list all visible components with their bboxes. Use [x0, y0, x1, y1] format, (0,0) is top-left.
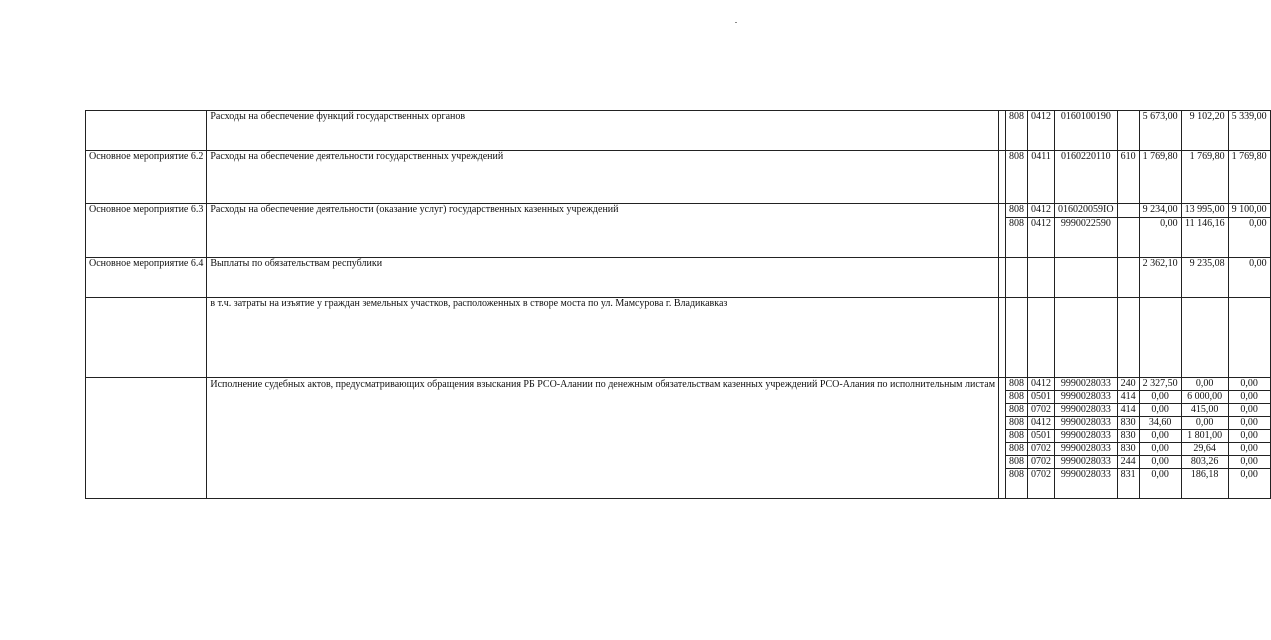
- description-cell: Выплаты по обязательствам республики: [207, 257, 999, 297]
- table-row: [86, 204, 1271, 218]
- amount-1-cell: 0,00: [1139, 455, 1181, 468]
- table-row: [86, 111, 1271, 151]
- target-article-cell: 9990028033: [1055, 468, 1118, 498]
- amount-2-cell: 803,26: [1181, 455, 1228, 468]
- amount-3-cell: 1 769,80: [1228, 151, 1270, 204]
- amount-2-cell: 9 235,08: [1181, 257, 1228, 297]
- amount-2-cell: [1181, 297, 1228, 377]
- target-article-cell: [1055, 297, 1118, 377]
- amount-3-cell: 0,00: [1228, 468, 1270, 498]
- amount-2-cell: 9 102,20: [1181, 111, 1228, 151]
- expense-type-cell: 830: [1117, 416, 1139, 429]
- blank-cell: [999, 377, 1006, 498]
- amount-1-cell: 0,00: [1139, 429, 1181, 442]
- measure-name-cell: [86, 111, 207, 151]
- description-cell: Расходы на обеспечение деятельности (оказание услуг) государственных казенных учреждений: [207, 204, 999, 258]
- description-cell: Расходы на обеспечение деятельности государственных учреждений: [207, 151, 999, 204]
- description-cell: Исполнение судебных актов, предусматривающих обращения взыскания РБ РСО-Алании по денежным обязательствам казенных учреждений РСО-Алания по исполнительным листам: [207, 377, 999, 498]
- amount-1-cell: 2 362,10: [1139, 257, 1181, 297]
- amount-3-cell: 0,00: [1228, 257, 1270, 297]
- measure-name-cell: Основное мероприятие 6.4: [86, 257, 207, 297]
- grbs-cell: [1006, 297, 1028, 377]
- target-article-cell: [1055, 257, 1118, 297]
- measure-name-cell: [86, 297, 207, 377]
- section-cell: 0412: [1028, 204, 1055, 218]
- amount-2-cell: 6 000,00: [1181, 390, 1228, 403]
- expense-type-cell: 830: [1117, 442, 1139, 455]
- amount-3-cell: 0,00: [1228, 416, 1270, 429]
- target-article-cell: 0160220110: [1055, 151, 1118, 204]
- target-article-cell: 9990028033: [1055, 403, 1118, 416]
- grbs-cell: 808: [1006, 442, 1028, 455]
- amount-3-cell: 0,00: [1228, 403, 1270, 416]
- amount-1-cell: 9 234,00: [1139, 204, 1181, 218]
- amount-3-cell: 0,00: [1228, 442, 1270, 455]
- amount-2-cell: 29,64: [1181, 442, 1228, 455]
- amount-3-cell: 0,00: [1228, 217, 1270, 257]
- section-cell: 0702: [1028, 442, 1055, 455]
- section-cell: 0702: [1028, 455, 1055, 468]
- amount-3-cell: [1228, 297, 1270, 377]
- blank-cell: [999, 257, 1006, 297]
- amount-1-cell: 5 673,00: [1139, 111, 1181, 151]
- measure-name-cell: Основное мероприятие 6.3: [86, 204, 207, 258]
- budget-table: [85, 110, 1271, 499]
- expense-type-cell: [1117, 217, 1139, 257]
- expense-type-cell: 414: [1117, 403, 1139, 416]
- section-cell: 0412: [1028, 111, 1055, 151]
- section-cell: [1028, 257, 1055, 297]
- section-cell: 0412: [1028, 416, 1055, 429]
- target-article-cell: 9990022590: [1055, 217, 1118, 257]
- amount-3-cell: 0,00: [1228, 429, 1270, 442]
- amount-2-cell: 0,00: [1181, 416, 1228, 429]
- target-article-cell: 9990028033: [1055, 455, 1118, 468]
- amount-3-cell: 0,00: [1228, 390, 1270, 403]
- target-article-cell: 9990028033: [1055, 377, 1118, 390]
- target-article-cell: 0160100190: [1055, 111, 1118, 151]
- grbs-cell: 808: [1006, 151, 1028, 204]
- target-article-cell: 9990028033: [1055, 429, 1118, 442]
- amount-2-cell: 186,18: [1181, 468, 1228, 498]
- expense-type-cell: 610: [1117, 151, 1139, 204]
- grbs-cell: 808: [1006, 468, 1028, 498]
- grbs-cell: [1006, 257, 1028, 297]
- amount-2-cell: 1 801,00: [1181, 429, 1228, 442]
- table-row: [86, 151, 1271, 204]
- blank-cell: [999, 111, 1006, 151]
- grbs-cell: 808: [1006, 403, 1028, 416]
- expense-type-cell: 830: [1117, 429, 1139, 442]
- description-cell: Расходы на обеспечение функций государственных органов: [207, 111, 999, 151]
- measure-name-cell: Основное мероприятие 6.2: [86, 151, 207, 204]
- section-cell: 0501: [1028, 429, 1055, 442]
- amount-1-cell: 0,00: [1139, 390, 1181, 403]
- section-cell: 0501: [1028, 390, 1055, 403]
- target-article-cell: 016020059IO: [1055, 204, 1118, 218]
- section-cell: 0412: [1028, 377, 1055, 390]
- description-cell: в т.ч. затраты на изъятие у граждан земельных участков, расположенных в створе моста по ул. Мамсурова г. Владикавказ: [207, 297, 999, 377]
- amount-1-cell: 34,60: [1139, 416, 1181, 429]
- target-article-cell: 9990028033: [1055, 416, 1118, 429]
- amount-2-cell: 1 769,80: [1181, 151, 1228, 204]
- grbs-cell: 808: [1006, 111, 1028, 151]
- expense-type-cell: 831: [1117, 468, 1139, 498]
- target-article-cell: 9990028033: [1055, 442, 1118, 455]
- blank-cell: [999, 204, 1006, 258]
- expense-type-cell: [1117, 297, 1139, 377]
- expense-type-cell: [1117, 111, 1139, 151]
- expense-type-cell: 244: [1117, 455, 1139, 468]
- table-row: [86, 377, 1271, 390]
- section-cell: 0412: [1028, 217, 1055, 257]
- expense-type-cell: 414: [1117, 390, 1139, 403]
- section-cell: [1028, 297, 1055, 377]
- blank-cell: [999, 151, 1006, 204]
- amount-2-cell: 13 995,00: [1181, 204, 1228, 218]
- grbs-cell: 808: [1006, 390, 1028, 403]
- table-row: [86, 257, 1271, 297]
- amount-3-cell: 9 100,00: [1228, 204, 1270, 218]
- amount-3-cell: 0,00: [1228, 377, 1270, 390]
- amount-3-cell: 5 339,00: [1228, 111, 1270, 151]
- section-cell: 0702: [1028, 468, 1055, 498]
- amount-1-cell: 0,00: [1139, 468, 1181, 498]
- amount-1-cell: 2 327,50: [1139, 377, 1181, 390]
- grbs-cell: 808: [1006, 204, 1028, 218]
- grbs-cell: 808: [1006, 416, 1028, 429]
- amount-1-cell: 0,00: [1139, 442, 1181, 455]
- section-cell: 0411: [1028, 151, 1055, 204]
- amount-3-cell: 0,00: [1228, 455, 1270, 468]
- target-article-cell: 9990028033: [1055, 390, 1118, 403]
- amount-1-cell: 0,00: [1139, 403, 1181, 416]
- amount-1-cell: 1 769,80: [1139, 151, 1181, 204]
- amount-2-cell: 0,00: [1181, 377, 1228, 390]
- grbs-cell: 808: [1006, 455, 1028, 468]
- expense-type-cell: [1117, 204, 1139, 218]
- amount-2-cell: 415,00: [1181, 403, 1228, 416]
- grbs-cell: 808: [1006, 377, 1028, 390]
- grbs-cell: 808: [1006, 429, 1028, 442]
- amount-2-cell: 11 146,16: [1181, 217, 1228, 257]
- table-row: [86, 297, 1271, 377]
- grbs-cell: 808: [1006, 217, 1028, 257]
- expense-type-cell: 240: [1117, 377, 1139, 390]
- measure-name-cell: [86, 377, 207, 498]
- expense-type-cell: [1117, 257, 1139, 297]
- amount-1-cell: [1139, 297, 1181, 377]
- amount-1-cell: 0,00: [1139, 217, 1181, 257]
- blank-cell: [999, 297, 1006, 377]
- scan-artifact: [735, 22, 737, 23]
- section-cell: 0702: [1028, 403, 1055, 416]
